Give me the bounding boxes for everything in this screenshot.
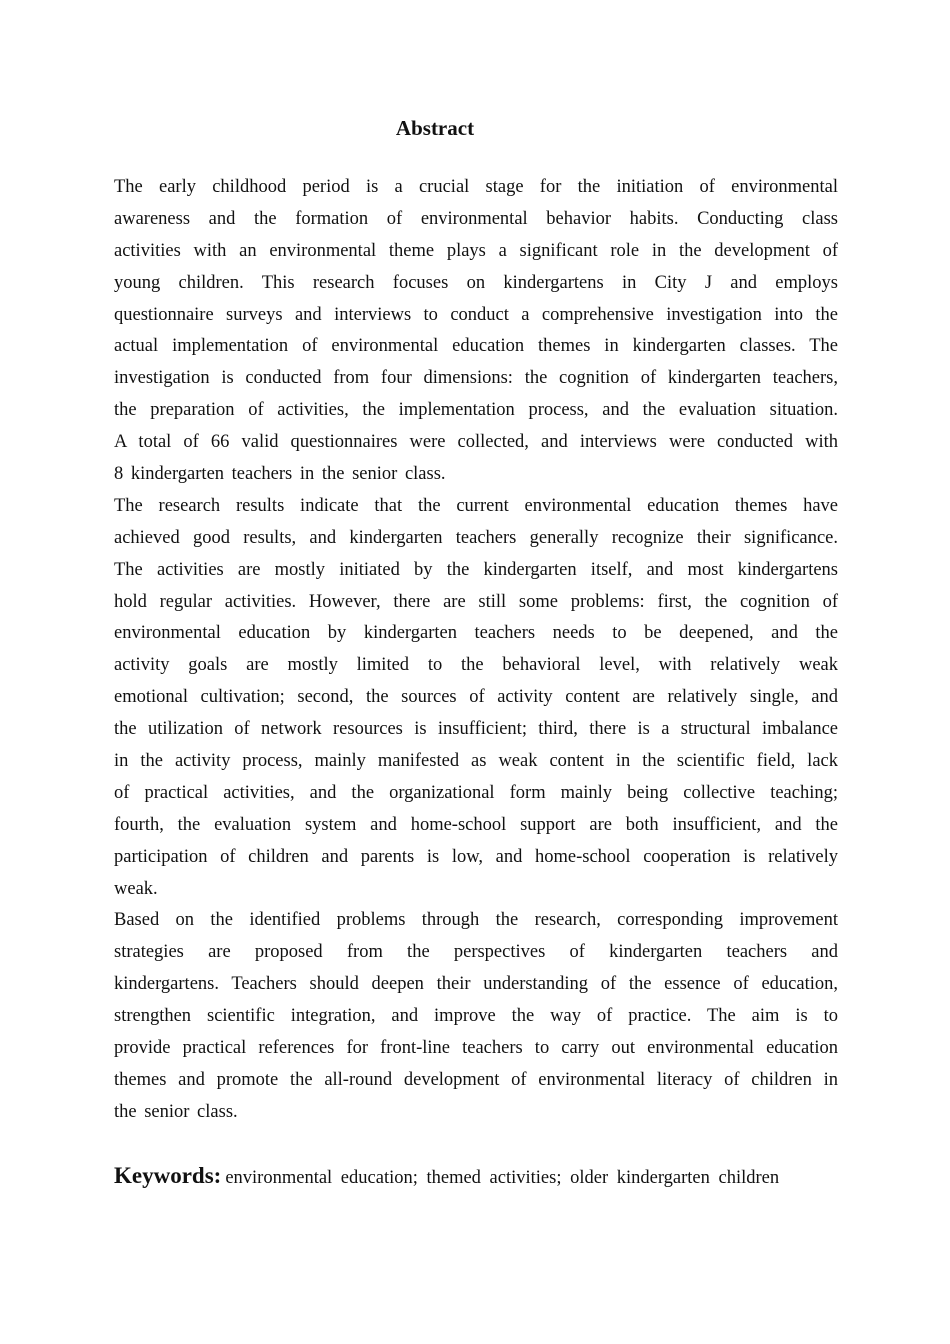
abstract-line: achieved good results, and kindergarten teachers generally recognize their significance. (114, 527, 838, 548)
abstract-line: kindergartens. Teachers should deepen their understanding of the essence of education, (114, 974, 838, 995)
keywords-text: environmental education; themed activities; older kindergarten children (225, 1168, 780, 1188)
abstract-line: The activities are mostly initiated by the kindergarten itself, and most kindergartens (114, 559, 838, 580)
abstract-line: strategies are proposed from the perspectives of kindergarten teachers and (114, 942, 838, 963)
abstract-line: young children. This research focuses on kindergartens in City J and employs (114, 272, 838, 293)
abstract-line: emotional cultivation; second, the sources of activity content are relatively single, and (114, 687, 838, 708)
abstract-line: in the activity process, mainly manifested as weak content in the scientific field, lack (114, 751, 838, 772)
abstract-line: The early childhood period is a crucial stage for the initiation of environmental (114, 177, 838, 197)
abstract-line: questionnaire surveys and interviews to conduct a comprehensive investigation into the (114, 304, 838, 325)
abstract-line: activity goals are mostly limited to the behavioral level, with relatively weak (114, 655, 838, 676)
abstract-line: A total of 66 valid questionnaires were collected, and interviews were conducted with (114, 432, 838, 453)
abstract-line: The research results indicate that the current environmental education themes have (114, 495, 838, 516)
abstract-line: participation of children and parents is low, and home-school cooperation is relatively (114, 846, 838, 867)
abstract-line: of practical activities, and the organizational form mainly being collective teaching; (114, 782, 838, 803)
abstract-title: Abstract (395, 116, 475, 140)
abstract-line: activities with an environmental theme plays a significant role in the development of (114, 240, 838, 261)
abstract-line: themes and promote the all-round development of environmental literacy of children in (114, 1069, 838, 1090)
keywords-label: Keywords: (114, 1163, 222, 1188)
abstract-line: fourth, the evaluation system and home-school support are both insufficient, and the (114, 814, 838, 835)
abstract-line: awareness and the formation of environmental behavior habits. Conducting class (114, 208, 838, 229)
abstract-line: the senior class. (114, 1101, 238, 1122)
abstract-line: provide practical references for front-line teachers to carry out environmental education (114, 1038, 838, 1059)
keywords-line (114, 1160, 838, 1195)
abstract-line: hold regular activities. However, there are still some problems: first, the cognition of (114, 591, 838, 612)
abstract-line: the utilization of network resources is insufficient; third, there is a structural imbalance (114, 719, 838, 740)
abstract-line: Based on the identified problems through the research, corresponding improvement (114, 910, 838, 931)
abstract-line: strengthen scientific integration, and improve the way of practice. The aim is to (114, 1006, 838, 1027)
abstract-line: weak. (114, 878, 158, 899)
abstract-line: the preparation of activities, the implementation process, and the evaluation situation. (114, 400, 838, 421)
abstract-line: investigation is conducted from four dimensions: the cognition of kindergarten teachers, (114, 368, 838, 389)
abstract-line: 8 kindergarten teachers in the senior class. (114, 464, 446, 485)
abstract-body (114, 172, 838, 1129)
abstract-line: environmental education by kindergarten teachers needs to be deepened, and the (114, 623, 838, 644)
abstract-line: actual implementation of environmental education themes in kindergarten classes. The (114, 336, 838, 357)
